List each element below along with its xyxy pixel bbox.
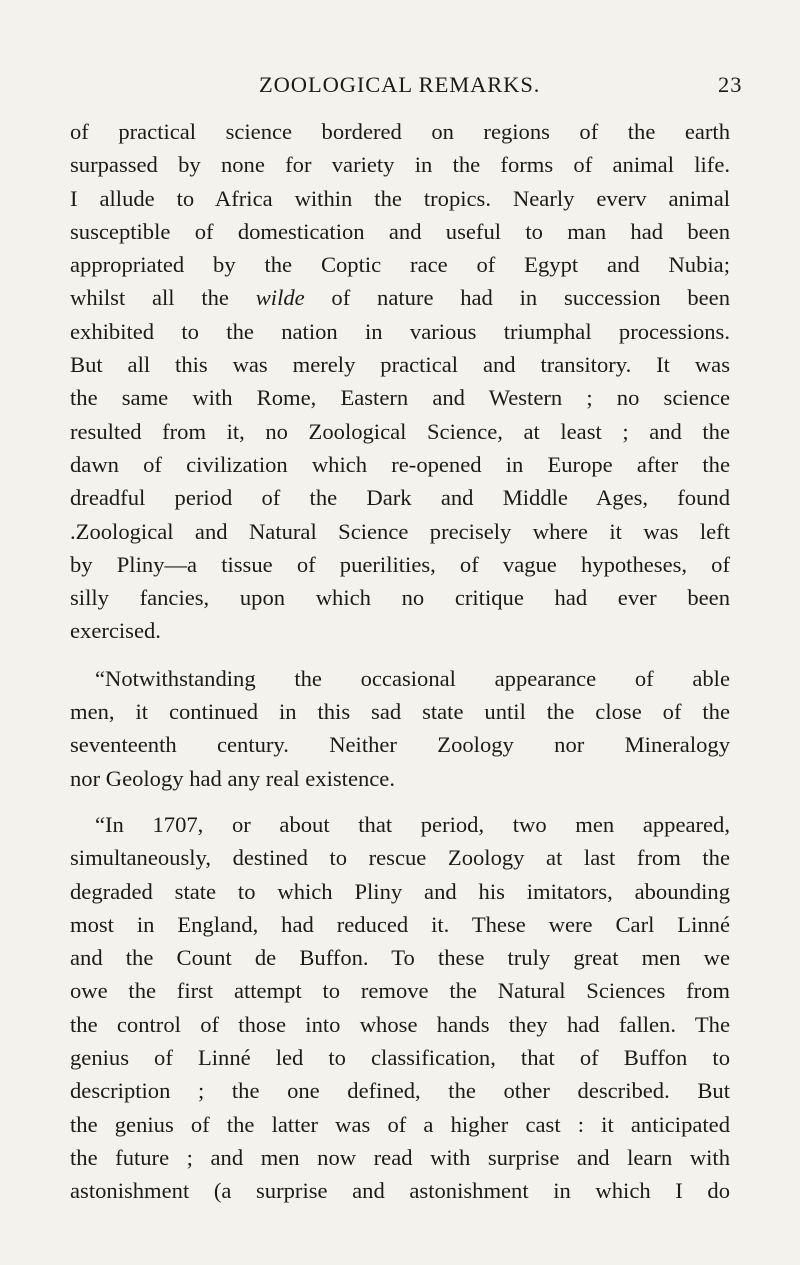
text-line-end: of nature had in succession been xyxy=(304,285,730,311)
text-line: .Zoological and Natural Science precisely where it was left xyxy=(70,518,730,544)
text-line: of practical science bordered on regions of the earth xyxy=(70,119,730,144)
running-title: ZOOLOGICAL REMARKS. xyxy=(259,72,541,97)
text-line: “In 1707, or about that period, two men appeared, xyxy=(95,811,730,837)
text-line: the same with Rome, Eastern and Western ; no science xyxy=(70,385,730,411)
text-line: appropriated by the Coptic race of Egypt and Nubia; xyxy=(70,252,730,278)
text-line-start: whilst all the xyxy=(70,285,256,311)
text-line: simultaneously, destined to rescue Zoology at last from the xyxy=(70,845,730,871)
text-line xyxy=(70,281,730,314)
text-line: astonishment (a surprise and astonishment in which I do xyxy=(70,1178,730,1204)
paragraph-gap xyxy=(70,648,730,662)
page-number: 23 xyxy=(718,72,743,97)
text-line: nor Geology had any real existence. xyxy=(70,765,395,791)
text-line: exhibited to the nation in various triumphal processions. xyxy=(70,318,730,344)
paragraph-gap xyxy=(70,795,730,808)
text-line: susceptible of domestication and useful to man had been xyxy=(70,218,730,244)
text-line: men, it continued in this sad state until the close of the xyxy=(70,699,730,725)
text-line: seventeenth century. Neither Zoology nor Mineralogy xyxy=(70,732,730,758)
paragraph-3 xyxy=(70,808,730,1208)
text-line: and the Count de Buffon. To these truly great men we xyxy=(70,945,730,971)
italic-word: wilde xyxy=(255,285,305,311)
text-line: description ; the one defined, the other described. But xyxy=(70,1078,730,1104)
text-line: by Pliny—a tissue of puerilities, of vague hypotheses, of xyxy=(70,551,730,577)
text-line: the control of those into whose hands they had fallen. The xyxy=(70,1011,730,1037)
text-line: resulted from it, no Zoological Science, at least ; and the xyxy=(70,418,730,444)
paragraph-2 xyxy=(70,662,730,795)
text-line: most in England, had reduced it. These were Carl Linné xyxy=(70,911,730,937)
text-line: silly fancies, upon which no critique had ever been xyxy=(70,585,730,611)
body-text xyxy=(70,115,730,1208)
page-header xyxy=(0,70,800,100)
text-line: genius of Linné led to classification, that of Buffon to xyxy=(70,1045,730,1071)
text-line: the future ; and men now read with surprise and learn with xyxy=(70,1144,730,1170)
text-line: But all this was merely practical and transitory. It was xyxy=(70,352,730,378)
text-line: I allude to Africa within the tropics. Nearly everv animal xyxy=(70,185,730,211)
text-line: owe the first attempt to remove the Natural Sciences from xyxy=(70,978,730,1004)
text-line: “Notwithstanding the occasional appearance of able xyxy=(95,665,730,691)
text-line: exercised. xyxy=(70,618,161,644)
text-line: dawn of civilization which re-opened in Europe after the xyxy=(70,451,730,477)
text-line: dreadful period of the Dark and Middle Ages, found xyxy=(70,485,730,511)
text-line: degraded state to which Pliny and his imitators, abounding xyxy=(70,878,730,904)
text-line: the genius of the latter was of a higher cast : it anticipated xyxy=(70,1111,730,1137)
text-line: surpassed by none for variety in the forms of animal life. xyxy=(70,152,730,178)
paragraph-1 xyxy=(70,115,730,648)
